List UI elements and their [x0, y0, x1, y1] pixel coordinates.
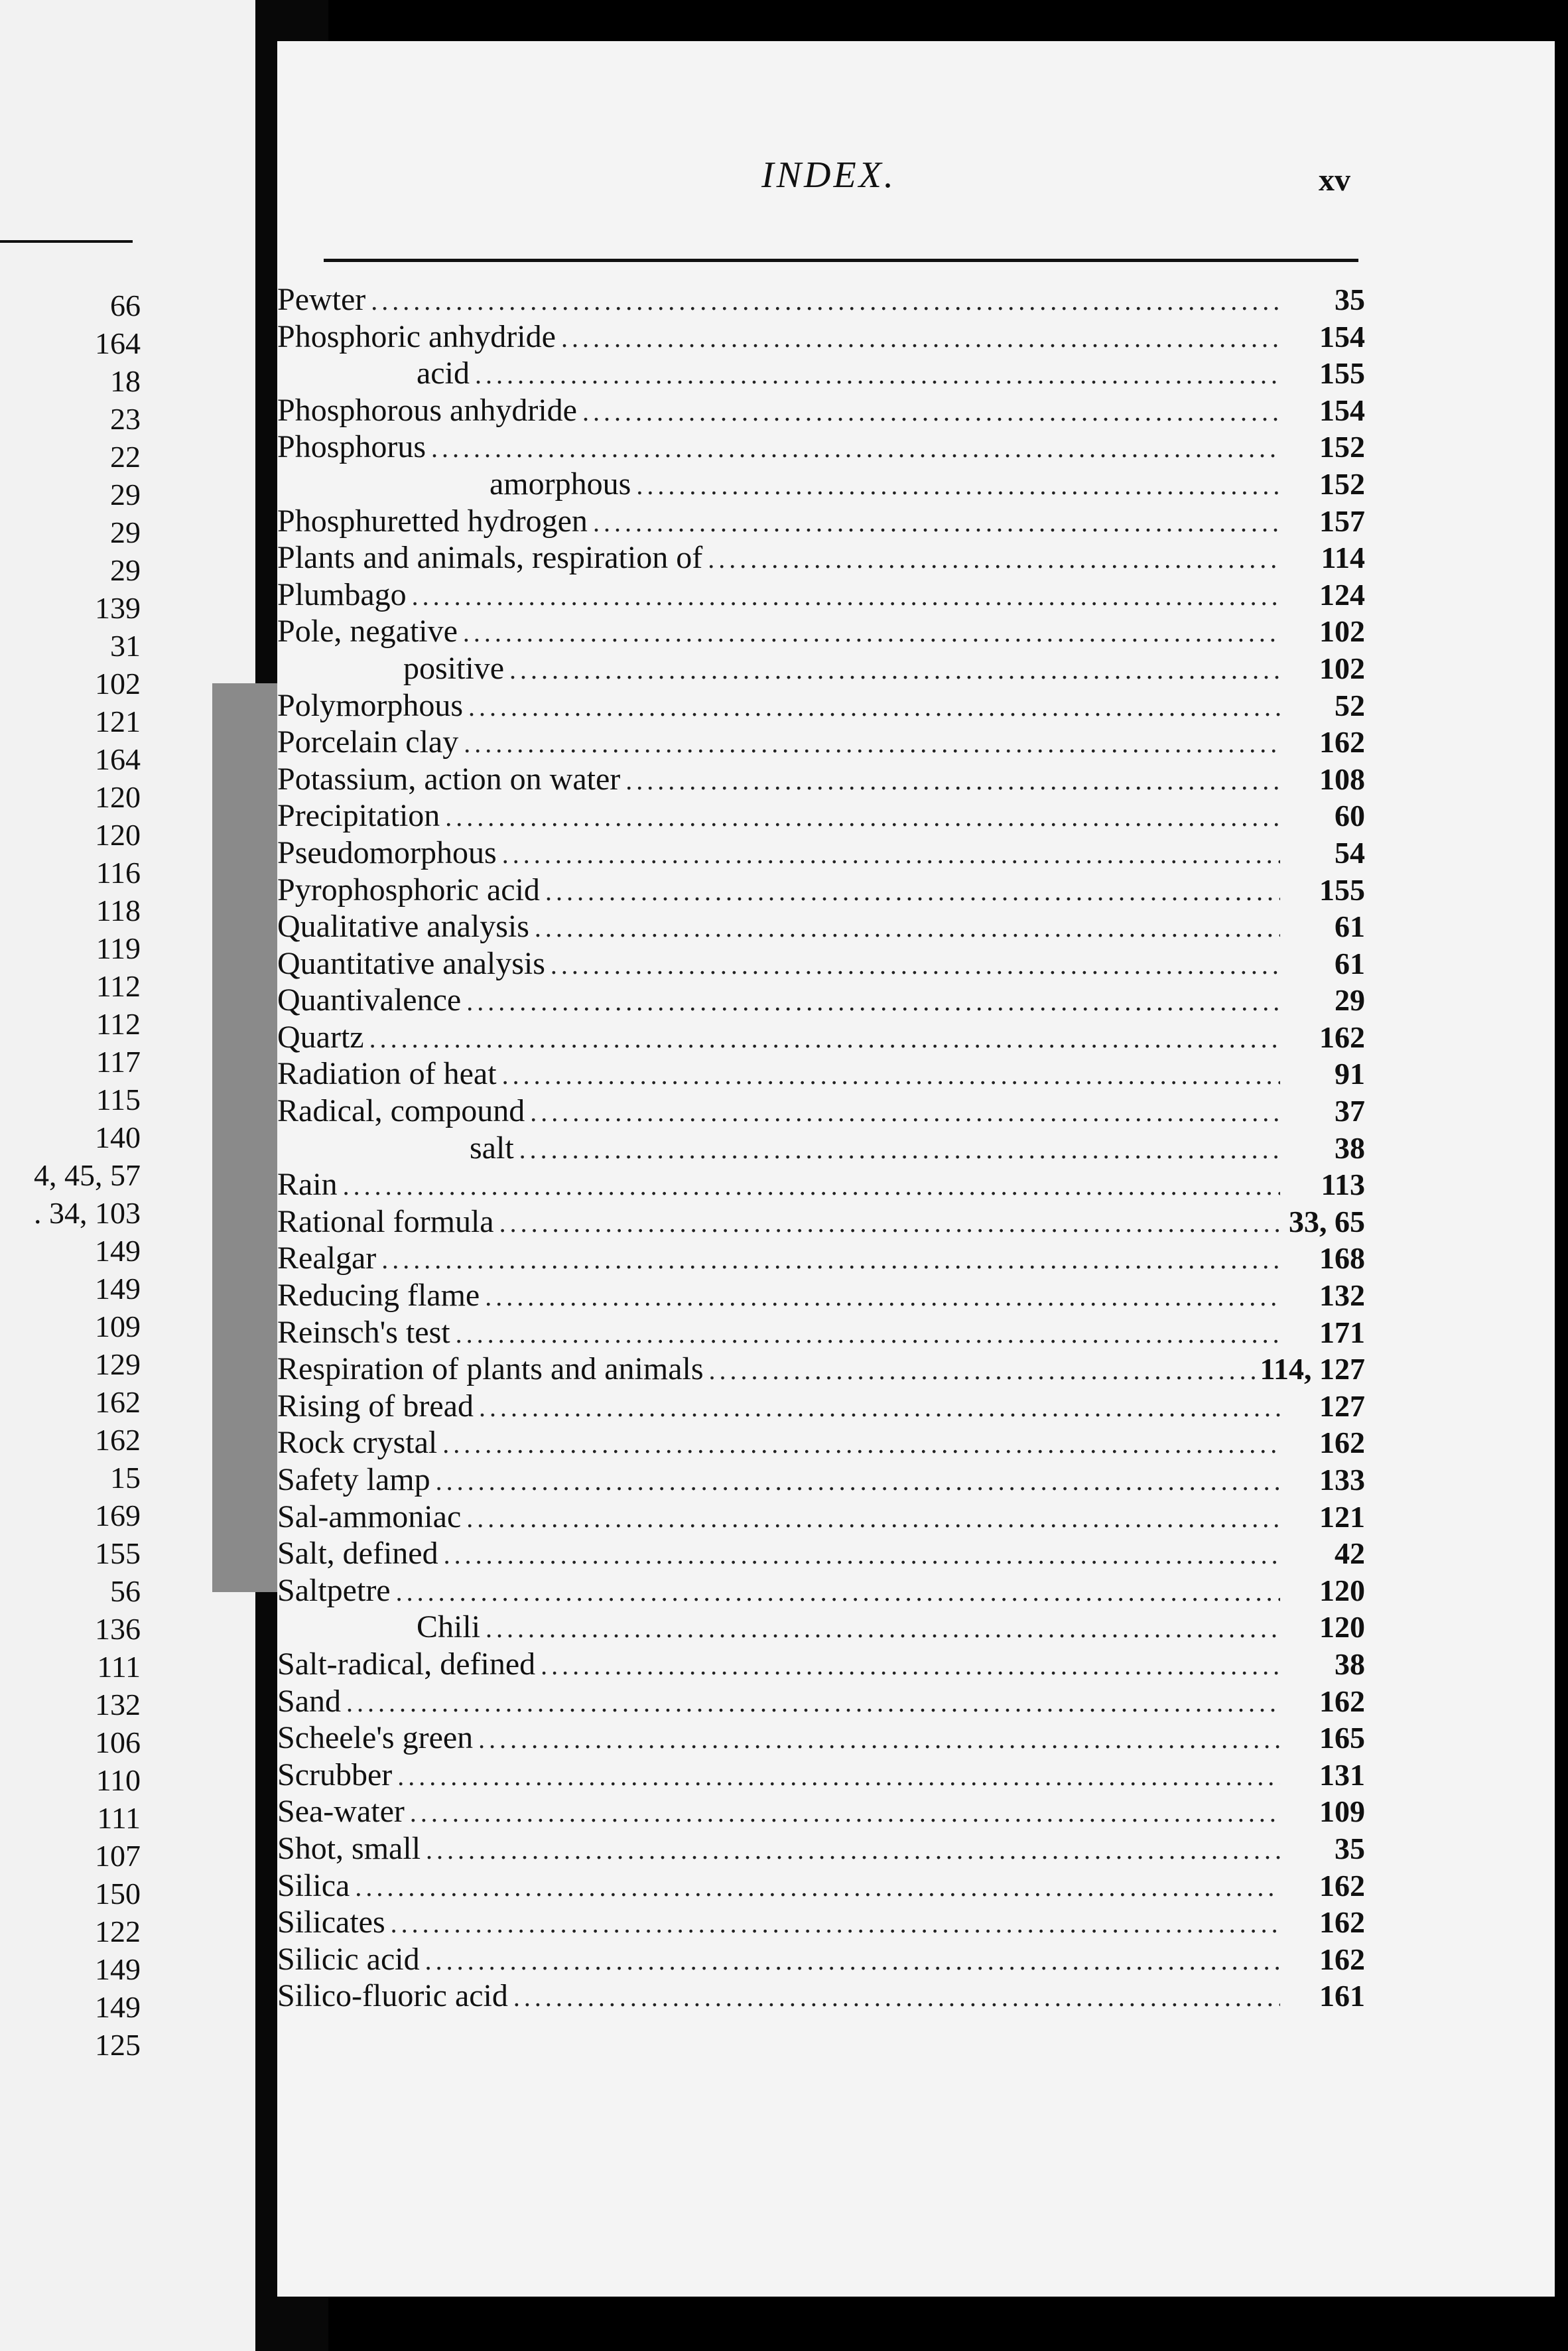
index-page-ref: 33, 65 [1289, 1204, 1365, 1239]
index-term: amorphous [490, 466, 631, 502]
index-page-ref: 108 [1319, 762, 1365, 796]
index-term: Pole, negative [277, 614, 458, 649]
dot-leader [464, 725, 1280, 762]
index-entry [277, 872, 1365, 909]
index-term: Reinsch's test [277, 1314, 450, 1350]
index-page-ref: 162 [1319, 1868, 1365, 1903]
index-entry [277, 945, 1365, 982]
dot-leader [463, 614, 1280, 651]
index-entry [277, 1093, 1365, 1130]
index-page-ref: 38 [1335, 1646, 1365, 1681]
dot-leader [381, 1241, 1280, 1278]
index-page-ref: 42 [1335, 1536, 1365, 1571]
left-page-number: 119 [96, 931, 141, 965]
left-page-number: 112 [96, 969, 141, 1003]
index-page-ref: 171 [1319, 1315, 1365, 1349]
left-page-number: 129 [95, 1347, 141, 1381]
index-entry [277, 1867, 1365, 1905]
index-term: Respiration of plants and animals [277, 1351, 704, 1387]
dot-leader [545, 873, 1280, 910]
dot-leader [468, 689, 1280, 726]
dot-leader [535, 909, 1280, 947]
index-term: acid [417, 356, 470, 391]
index-page-ref: 61 [1335, 946, 1365, 980]
left-page-number: 4, 45, 57 [34, 1158, 141, 1192]
index-page-ref: 35 [1335, 283, 1365, 316]
dot-leader [708, 541, 1280, 578]
index-page-ref: 162 [1319, 1684, 1365, 1718]
dot-leader [412, 578, 1280, 615]
index-page-ref: 165 [1319, 1721, 1365, 1755]
index-term: Precipitation [277, 798, 440, 834]
index-term: Quartz [277, 1019, 364, 1055]
dot-leader [391, 1905, 1280, 1942]
index-term: Silicic acid [277, 1941, 420, 1977]
index-page-ref: 154 [1319, 319, 1365, 354]
left-page-number: 111 [97, 1801, 141, 1835]
index-term: Safety lamp [277, 1462, 430, 1497]
index-page-ref: 120 [1319, 1573, 1365, 1607]
index-entry [277, 1609, 1365, 1646]
index-entry [277, 1572, 1365, 1609]
index-term: Quantivalence [277, 982, 462, 1018]
dot-leader [709, 1352, 1255, 1389]
dot-leader [636, 467, 1280, 504]
index-entry [277, 355, 1365, 392]
left-page-number: 23 [110, 402, 141, 436]
left-page-number: 106 [95, 1725, 141, 1759]
index-entry [277, 503, 1365, 540]
left-page-number: 125 [95, 2028, 141, 2062]
index-page-ref: 114, 127 [1260, 1352, 1365, 1386]
left-page-number: 109 [95, 1310, 141, 1343]
index-page-ref: 162 [1319, 1905, 1365, 1940]
index-page-ref: 157 [1319, 504, 1365, 538]
index-page-ref: 120 [1319, 1610, 1365, 1645]
index-term: Pseudomorphous [277, 835, 497, 870]
index-entry [277, 1055, 1365, 1093]
index-page-ref: 52 [1335, 688, 1365, 722]
index-page-ref: 161 [1319, 1979, 1365, 2013]
index-term: Plants and animals, respiration of [277, 540, 703, 576]
index-term: Shot, small [277, 1830, 421, 1866]
index-entry [277, 835, 1365, 872]
dot-leader [502, 836, 1280, 873]
dot-leader [509, 651, 1280, 689]
index-page-ref: 127 [1319, 1388, 1365, 1423]
dot-leader [343, 1168, 1280, 1205]
index-page-ref: 124 [1319, 577, 1365, 612]
dot-leader [530, 1094, 1280, 1131]
left-page-number: 31 [110, 629, 141, 663]
index-page-ref: 60 [1335, 799, 1365, 833]
index-term: Silico-fluoric acid [277, 1978, 508, 2014]
index-page-ref: 132 [1319, 1278, 1365, 1313]
index-entry [277, 1388, 1365, 1425]
index-term: Scheele's green [277, 1720, 474, 1756]
left-page-number: 164 [95, 326, 141, 360]
left-page-number: 66 [110, 289, 141, 322]
header-rule [324, 259, 1358, 262]
index-page-ref: 38 [1335, 1130, 1365, 1165]
index-term: Radical, compound [277, 1093, 525, 1129]
index-entry [277, 650, 1365, 687]
left-page-number: 112 [96, 1007, 141, 1041]
index-term: Quantitative analysis [277, 945, 545, 981]
index-page-ref: 114 [1321, 541, 1365, 575]
index-entry [277, 1203, 1365, 1241]
left-page-number: . 34, 103 [34, 1196, 141, 1230]
index-entry [277, 1830, 1365, 1867]
dot-leader [466, 983, 1280, 1020]
left-page-number: 162 [95, 1423, 141, 1457]
left-page-number: 140 [95, 1120, 141, 1154]
left-page-number: 162 [95, 1385, 141, 1419]
index-term: Sea-water [277, 1794, 405, 1830]
dot-leader [410, 1794, 1280, 1832]
index-entry [277, 1646, 1365, 1683]
index-term: Phosphorus [277, 429, 426, 465]
index-entry [277, 1941, 1365, 1978]
index-page-ref: 91 [1335, 1057, 1365, 1091]
left-page-number: 116 [96, 856, 141, 890]
left-page-number: 136 [95, 1612, 141, 1646]
dot-leader [355, 1869, 1280, 1906]
index-page-ref: 133 [1319, 1463, 1365, 1497]
index-entry [277, 797, 1365, 835]
left-page-number: 169 [95, 1499, 141, 1532]
index-entry [277, 1130, 1365, 1167]
index-page-ref: 37 [1335, 1094, 1365, 1128]
index-entry [277, 1277, 1365, 1314]
left-page-number: 56 [110, 1574, 141, 1608]
left-page-number: 15 [110, 1461, 141, 1495]
page-header [277, 154, 1555, 214]
index-entry [277, 392, 1365, 429]
index-term: Porcelain clay [277, 724, 459, 760]
left-page-number: 110 [96, 1763, 141, 1797]
dot-leader [466, 1500, 1280, 1537]
index-entry [277, 281, 1365, 318]
dot-leader [593, 504, 1280, 541]
index-term: Potassium, action on water [277, 761, 621, 797]
dot-leader [369, 1020, 1280, 1057]
left-page-number: 18 [110, 364, 141, 398]
left-page-number: 120 [95, 780, 141, 814]
index-term: Polymorphous [277, 687, 464, 723]
index-entry [277, 318, 1365, 356]
index-term: Scrubber [277, 1757, 393, 1792]
dot-leader [625, 762, 1280, 799]
index-page-ref: 155 [1319, 356, 1365, 391]
index-entry [277, 761, 1365, 798]
index-entry [277, 613, 1365, 650]
dot-leader [425, 1942, 1280, 1980]
index-term: Rising of bread [277, 1388, 474, 1424]
index-entry [277, 1719, 1365, 1757]
index-term: Chili [417, 1609, 481, 1645]
dot-leader [436, 1463, 1280, 1500]
index-term: Plumbago [277, 576, 407, 612]
index-entries [277, 281, 1365, 2015]
index-term: Rational formula [277, 1203, 494, 1239]
dot-leader [456, 1315, 1280, 1353]
index-entry [277, 1351, 1365, 1388]
left-page-number: 150 [95, 1877, 141, 1911]
dot-leader [513, 1979, 1280, 2016]
index-page-ref: 155 [1319, 872, 1365, 907]
dot-leader [519, 1131, 1280, 1168]
index-entry [277, 1904, 1365, 1941]
index-entry [277, 1793, 1365, 1830]
index-term: Phosphorous anhydride [277, 392, 577, 428]
left-page-number: 149 [95, 1952, 141, 1986]
dot-leader [431, 430, 1280, 467]
left-page-number: 149 [95, 1234, 141, 1268]
left-page-number: 107 [95, 1839, 141, 1873]
index-term: Salt-radical, defined [277, 1646, 536, 1682]
index-term: Phosphoric anhydride [277, 318, 556, 354]
left-page-header-rule [0, 240, 133, 243]
index-entry [277, 908, 1365, 945]
left-page-number: 111 [97, 1650, 141, 1684]
index-page-ref: 162 [1319, 725, 1365, 760]
index-entry [277, 1535, 1365, 1572]
left-page-number: 121 [95, 705, 141, 738]
index-entry [277, 576, 1365, 614]
dot-leader [426, 1832, 1280, 1869]
index-term: Qualitative analysis [277, 909, 529, 945]
left-page-number: 115 [96, 1083, 141, 1116]
dot-leader [397, 1758, 1280, 1795]
index-page-ref: 113 [1321, 1168, 1365, 1202]
left-page-number: 122 [95, 1914, 141, 1948]
index-term: Sand [277, 1683, 341, 1719]
index-page-ref: 35 [1335, 1831, 1365, 1865]
index-entry [277, 1757, 1365, 1794]
index-page-ref: 162 [1319, 1426, 1365, 1460]
index-term: Realgar [277, 1241, 377, 1276]
index-term: Phosphuretted hydrogen [277, 503, 588, 539]
left-page-number-column [0, 287, 141, 2064]
index-entry [277, 1978, 1365, 2015]
dot-leader [499, 1205, 1280, 1242]
index-page-ref: 152 [1319, 466, 1365, 501]
left-page-number: 102 [95, 667, 141, 701]
dot-leader [445, 799, 1280, 836]
left-page-number: 118 [96, 894, 141, 927]
index-page-ref: 102 [1319, 614, 1365, 649]
index-entry [277, 1314, 1365, 1351]
index-page-ref: 121 [1319, 1499, 1365, 1534]
dot-leader [479, 1389, 1280, 1426]
index-entry [277, 429, 1365, 466]
dot-leader [502, 1057, 1280, 1094]
index-term: Pewter [277, 282, 366, 317]
dot-leader [444, 1536, 1280, 1574]
index-term: Rock crystal [277, 1425, 438, 1461]
index-term: Reducing flame [277, 1278, 480, 1313]
index-page-ref: 152 [1319, 430, 1365, 464]
dot-leader [551, 947, 1280, 984]
index-term: Silica [277, 1867, 350, 1903]
dot-leader [485, 1278, 1280, 1315]
dot-leader [541, 1647, 1280, 1684]
index-entry [277, 1683, 1365, 1720]
index-page-ref: 102 [1319, 651, 1365, 685]
dot-leader [346, 1684, 1280, 1721]
index-entry [277, 1240, 1365, 1277]
index-page-ref: 162 [1319, 1942, 1365, 1976]
left-page-number: 117 [96, 1045, 141, 1079]
left-page-number: 149 [95, 1272, 141, 1306]
dot-leader [561, 320, 1280, 357]
index-entry [277, 982, 1365, 1019]
page-title: INDEX. [761, 155, 896, 196]
dot-leader [475, 356, 1280, 393]
dot-leader [582, 393, 1280, 431]
page-number: xv [1319, 163, 1350, 198]
index-term: Saltpetre [277, 1572, 391, 1608]
index-page-ref: 162 [1319, 1020, 1365, 1054]
index-page-ref: 54 [1335, 835, 1365, 870]
index-page-ref: 168 [1319, 1241, 1365, 1276]
index-entry [277, 466, 1365, 503]
left-page-number: 22 [110, 440, 141, 474]
index-term: salt [470, 1130, 514, 1166]
left-page-number: 29 [110, 478, 141, 511]
dot-leader [478, 1721, 1280, 1758]
left-page-number: 149 [95, 1990, 141, 2024]
index-term: Pyrophosphoric acid [277, 872, 540, 907]
left-page-number: 139 [95, 591, 141, 625]
index-term: positive [403, 650, 504, 686]
index-entry [277, 1461, 1365, 1499]
index-term: Radiation of heat [277, 1056, 497, 1092]
index-entry [277, 539, 1365, 576]
index-page-ref: 131 [1319, 1757, 1365, 1792]
index-entry [277, 687, 1365, 724]
index-page [277, 41, 1555, 2297]
left-page-number: 29 [110, 515, 141, 549]
index-page-ref: 61 [1335, 909, 1365, 944]
left-page-number: 155 [95, 1536, 141, 1570]
dot-leader [486, 1610, 1280, 1647]
index-entry [277, 1424, 1365, 1461]
index-page-ref: 29 [1335, 983, 1365, 1018]
left-page-number: 164 [95, 742, 141, 776]
left-page-number: 132 [95, 1688, 141, 1721]
index-entry [277, 1166, 1365, 1203]
spine-band [212, 683, 285, 1592]
index-entry [277, 724, 1365, 761]
left-page-number: 29 [110, 553, 141, 587]
dot-leader [371, 283, 1280, 320]
index-entry [277, 1019, 1365, 1056]
dot-leader [442, 1426, 1280, 1463]
index-page-ref: 154 [1319, 393, 1365, 427]
index-entry [277, 1499, 1365, 1536]
dot-leader [396, 1574, 1280, 1611]
index-term: Silicates [277, 1905, 385, 1940]
index-term: Salt, defined [277, 1536, 438, 1572]
left-page-number: 120 [95, 818, 141, 852]
index-page-ref: 109 [1319, 1794, 1365, 1829]
index-term: Sal-ammoniac [277, 1499, 462, 1534]
index-term: Rain [277, 1167, 338, 1203]
